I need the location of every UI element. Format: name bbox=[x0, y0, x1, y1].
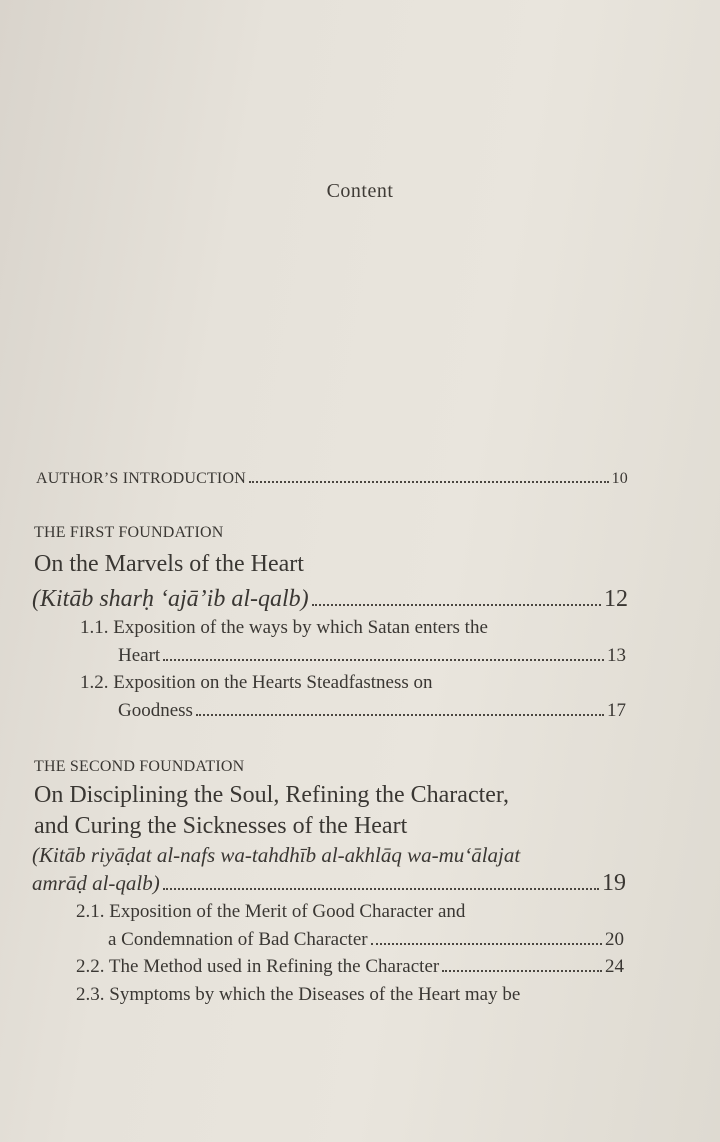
toc-entry-label: Heart bbox=[118, 645, 161, 666]
toc-subentry bbox=[118, 700, 626, 722]
toc-subentry bbox=[76, 956, 624, 978]
dot-leader bbox=[163, 659, 604, 661]
toc-subentry-line: 2.1. Exposition of the Merit of Good Character and bbox=[76, 901, 466, 922]
dot-leader bbox=[196, 714, 604, 716]
toc-entry-second bbox=[32, 870, 626, 897]
toc-entry-label: a Condemnation of Bad Character bbox=[108, 929, 368, 950]
section-heading: and Curing the Sicknesses of the Heart bbox=[34, 813, 408, 839]
dot-leader bbox=[442, 970, 602, 972]
toc-entry-first bbox=[32, 586, 628, 613]
page-title: Content bbox=[326, 180, 394, 202]
toc-page-number: 13 bbox=[607, 645, 626, 666]
toc-page-number: 20 bbox=[605, 929, 624, 950]
toc-entry-intro bbox=[36, 470, 628, 488]
section-heading: On Disciplining the Soul, Refining the Character, bbox=[34, 782, 509, 808]
toc-page-number: 24 bbox=[605, 956, 624, 977]
toc-page-number: 19 bbox=[602, 870, 626, 896]
toc-entry-label: AUTHOR’S INTRODUCTION bbox=[36, 470, 246, 487]
arabic-title: (Kitāb sharḥ ‘ajā’ib al-qalb) bbox=[32, 586, 309, 612]
toc-subentry-line: 1.1. Exposition of the ways by which Satan enters the bbox=[80, 617, 488, 638]
arabic-title: amrāḍ al-qalb) bbox=[32, 871, 160, 895]
section-label: THE SECOND FOUNDATION bbox=[34, 758, 245, 775]
dot-leader bbox=[163, 888, 599, 890]
toc-entry-label: 2.2. The Method used in Refining the Character bbox=[76, 956, 440, 977]
toc-page-number: 10 bbox=[611, 470, 628, 487]
toc-page-number: 12 bbox=[604, 586, 628, 612]
toc-subentry-line: 2.3. Symptoms by which the Diseases of the Heart may be bbox=[76, 984, 521, 1005]
arabic-title: (Kitāb riyāḍat al-nafs wa-tahdhīb al-akhlāq wa-mu‘ālajat bbox=[32, 843, 521, 867]
section-heading: On the Marvels of the Heart bbox=[34, 551, 304, 577]
toc-subentry bbox=[108, 929, 624, 951]
toc-subentry bbox=[118, 645, 626, 667]
dot-leader bbox=[249, 481, 609, 483]
toc-page-number: 17 bbox=[607, 700, 626, 721]
toc-entry-label: Goodness bbox=[118, 700, 193, 721]
section-label: THE FIRST FOUNDATION bbox=[34, 524, 224, 541]
toc-subentry-line: 1.2. Exposition on the Hearts Steadfastness on bbox=[80, 672, 433, 693]
dot-leader bbox=[312, 604, 601, 606]
dot-leader bbox=[371, 943, 602, 945]
